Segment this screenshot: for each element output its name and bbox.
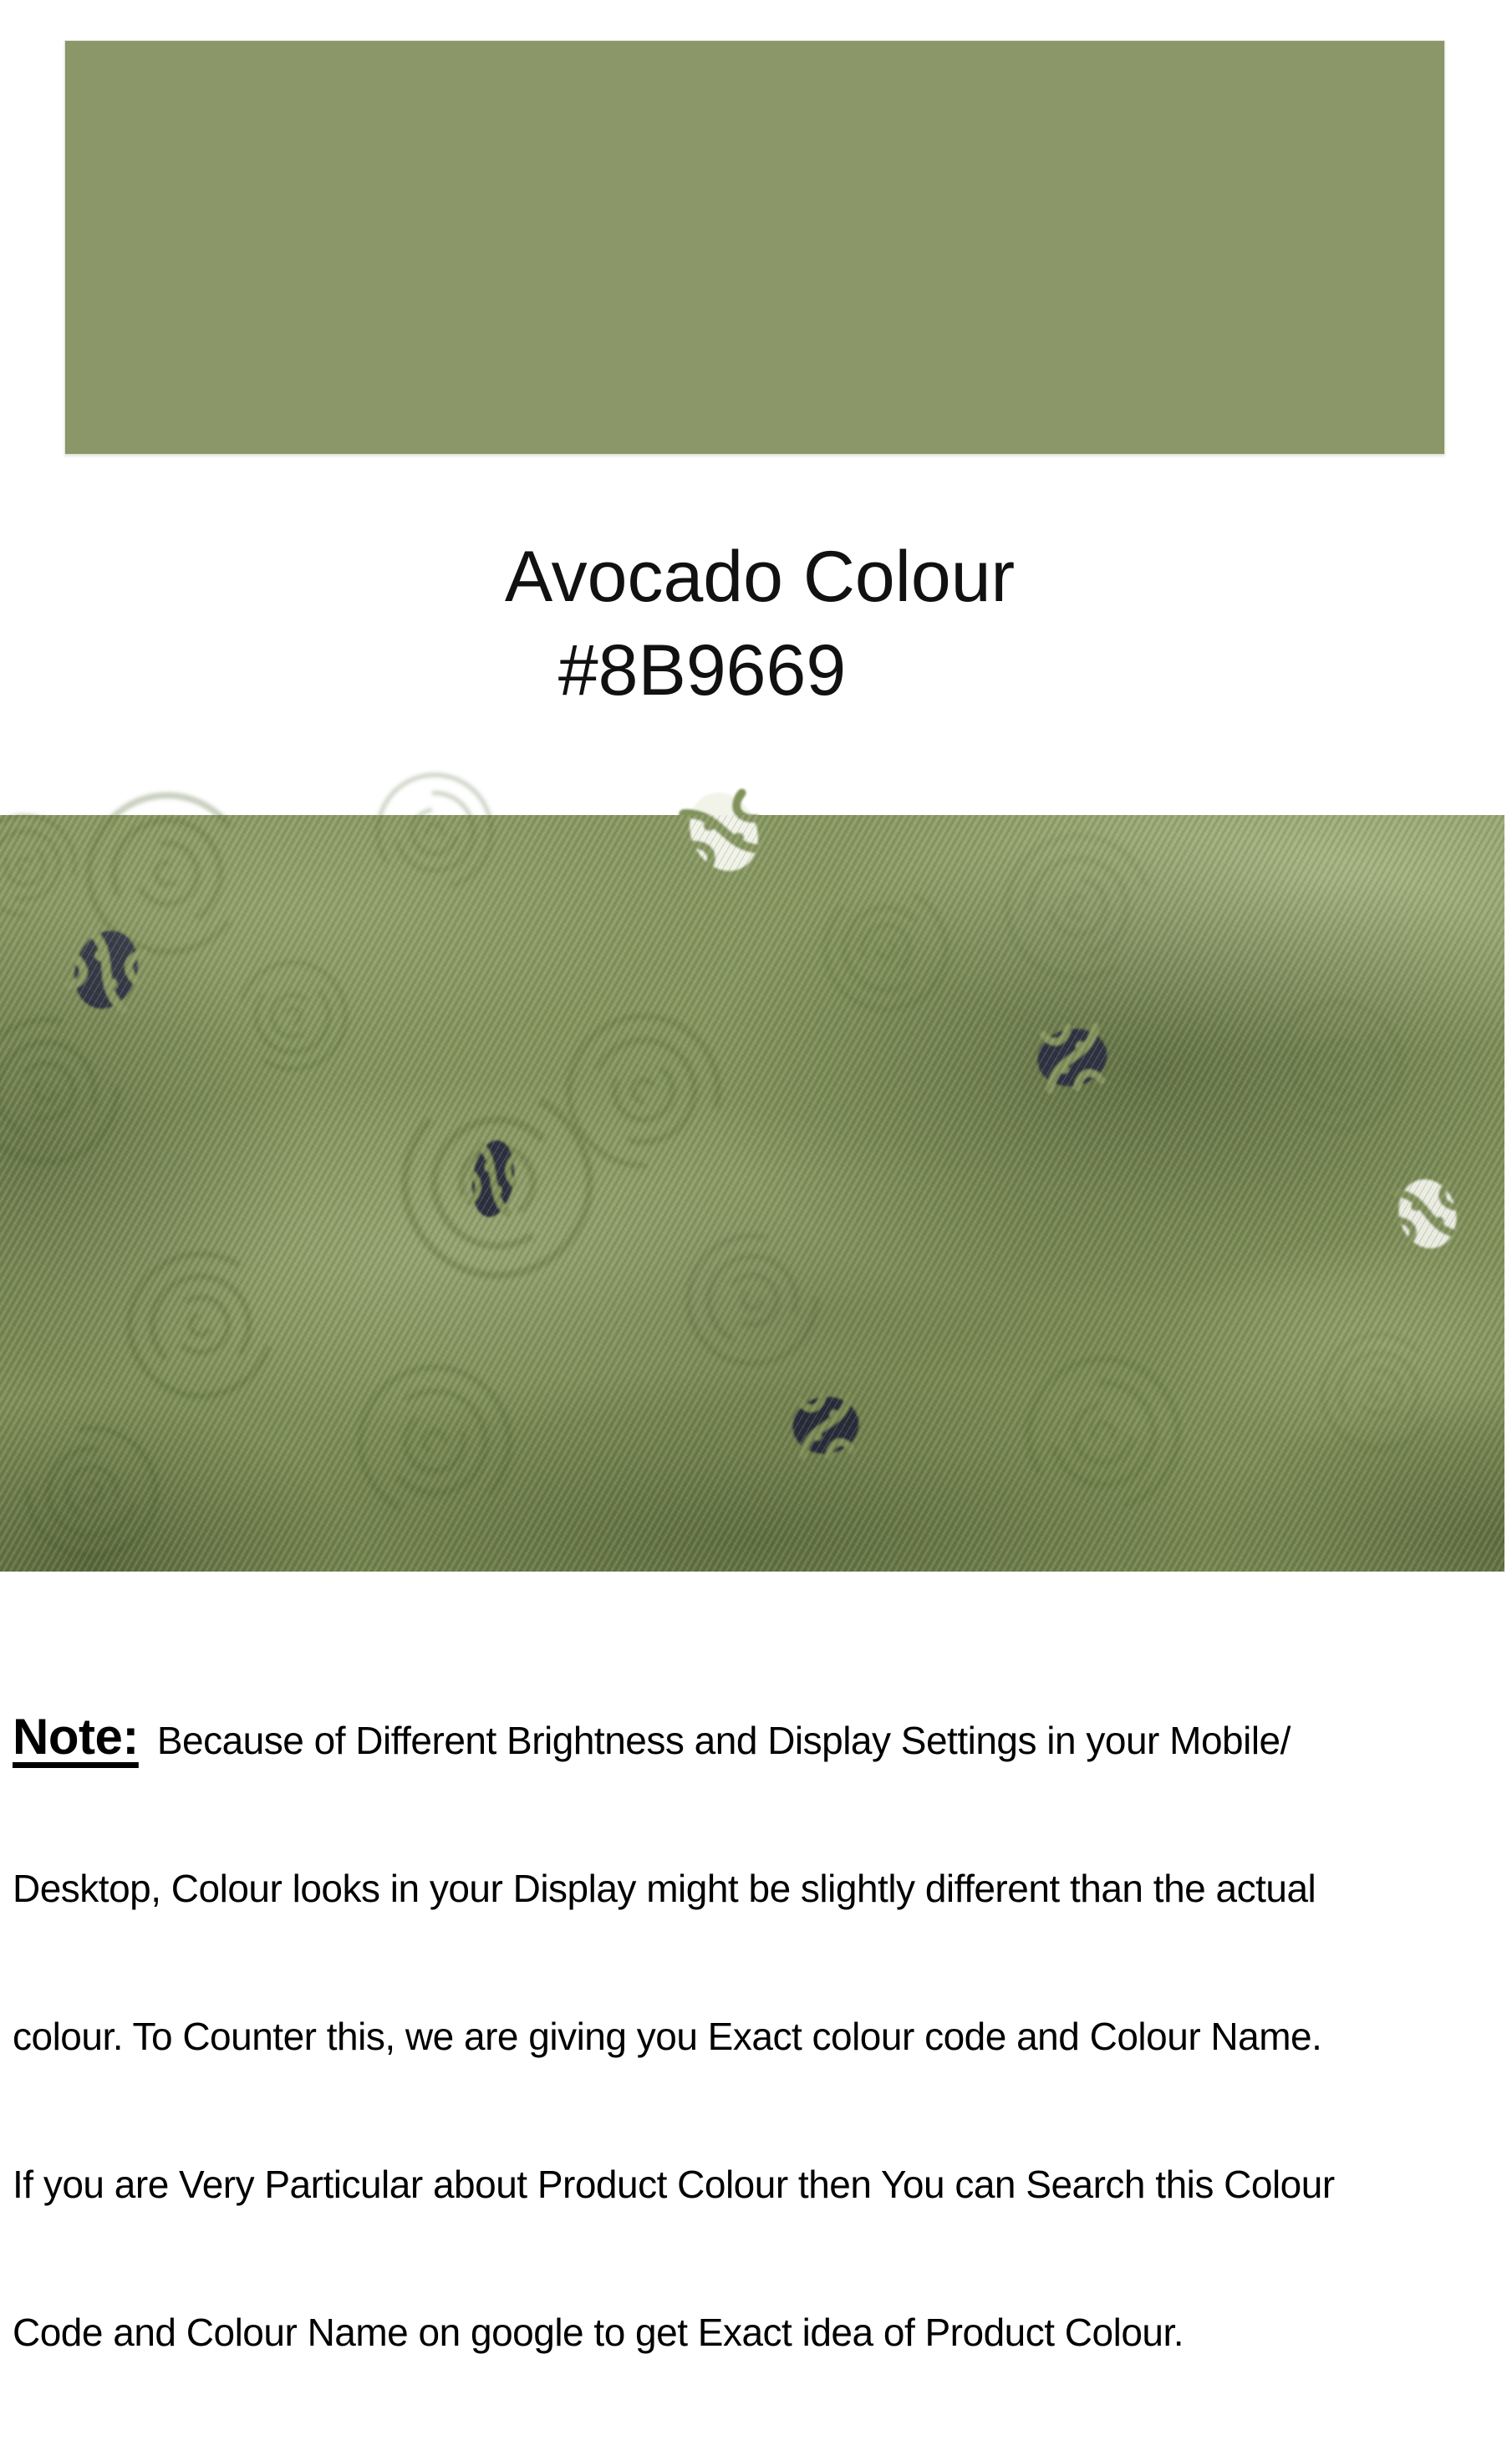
note-text: Because of Different Brightness and Display Settings in your Mobile/ bbox=[156, 1719, 1291, 1762]
note-line: If you are Very Particular about Product Colour then You can Search this Colour bbox=[13, 2163, 1335, 2206]
note-line: Desktop, Colour looks in your Display might be slightly different than the actual bbox=[13, 1867, 1316, 1910]
fabric-pattern-svg bbox=[0, 815, 1504, 1572]
note-line: Code and Colour Name on google to get Exact idea of Product Colour. bbox=[13, 2311, 1184, 2354]
color-swatch bbox=[64, 40, 1445, 455]
colour-name-title: Avocado Colour bbox=[504, 537, 1016, 617]
note-label: Note: bbox=[13, 1709, 139, 1765]
fabric-photo bbox=[0, 815, 1504, 1572]
colour-hex-code: #8B9669 bbox=[557, 630, 847, 711]
note-line: colour. To Counter this, we are giving you Exact colour code and Colour Name. bbox=[13, 2015, 1322, 2058]
note-line bbox=[13, 1709, 1496, 1766]
colour-note bbox=[13, 1613, 1496, 2456]
